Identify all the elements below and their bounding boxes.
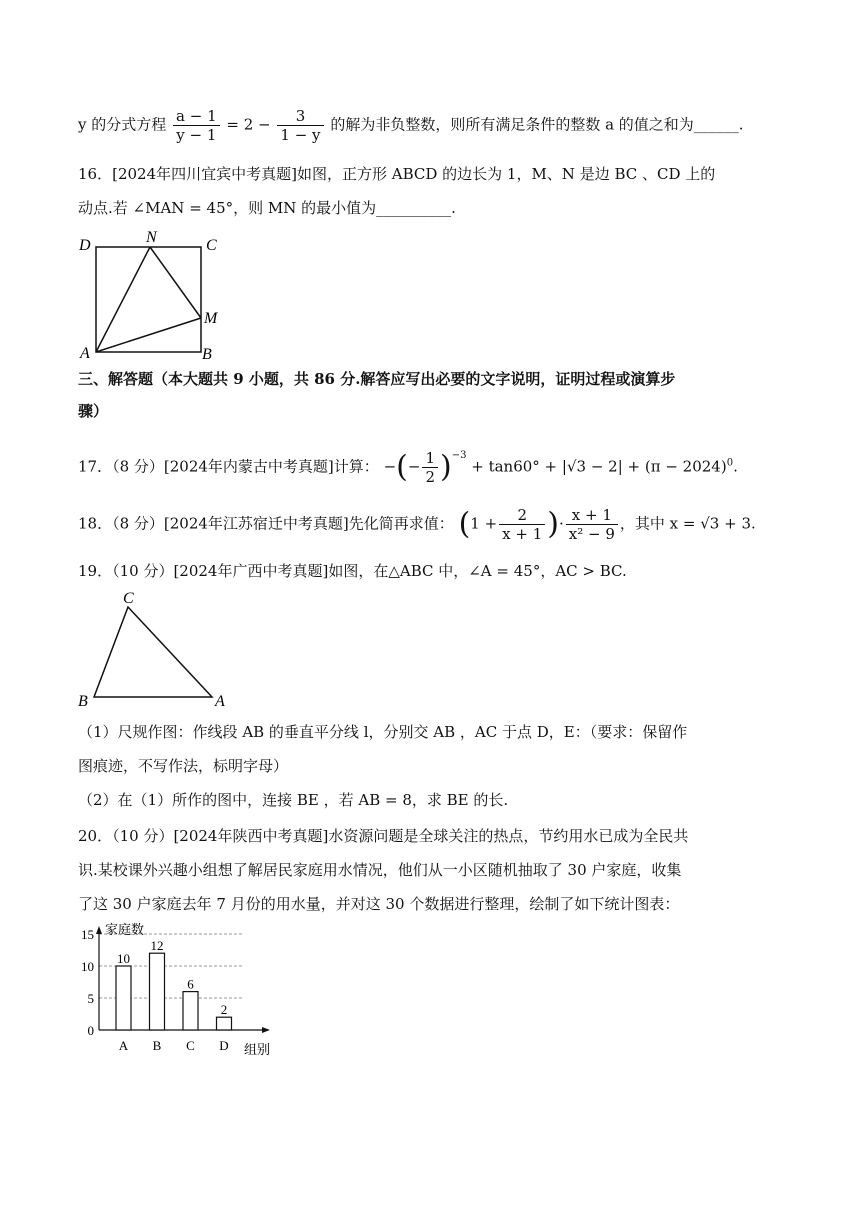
x-tick-label: C	[186, 1038, 195, 1053]
q18-one-plus: 1 +	[470, 514, 498, 533]
bar-C	[183, 992, 198, 1030]
q15-line	[78, 107, 744, 144]
q15-fraction-1	[173, 107, 220, 144]
q20-line-2: 识.某校课外兴趣小组想了解居民家庭用水情况，他们从一小区随机抽取了 30 户家庭，收集	[78, 861, 682, 879]
q18-pre: 18．（8 分）[2024年江苏宿迁中考真题]先化简再求值：	[78, 514, 454, 533]
q18-den2: x² − 9	[568, 525, 615, 543]
q17-exp0: 0	[726, 457, 734, 469]
x-tick-label: A	[118, 1038, 129, 1053]
bar-value-label: 12	[150, 938, 164, 954]
q15-den2: 1 − y	[280, 126, 321, 144]
q17-end: .	[733, 457, 738, 476]
label-c: C	[123, 590, 134, 607]
q18-line	[78, 506, 756, 543]
label-c: C	[206, 237, 217, 254]
y-tick-label: 15	[81, 927, 94, 942]
q15-num2: 3	[277, 107, 323, 126]
q17-close-paren: )	[439, 449, 452, 485]
bar-value-label: 6	[187, 976, 194, 992]
q18-close-paren: )	[547, 506, 559, 542]
q20-line-1: 20．（10 分）[2024年陕西中考真题]水资源问题是全球关注的热点，节约用水已成为全民共	[78, 827, 689, 845]
bar-A	[116, 966, 131, 1030]
label-d: D	[79, 237, 91, 254]
q17-den: 2	[425, 468, 435, 486]
q15-post: 的解为非负整数，则所有满足条件的整数 a 的值之和为______.	[330, 115, 744, 134]
q18-num2: x + 1	[566, 506, 618, 525]
bar-D	[217, 1017, 232, 1030]
q18-open-paren: (	[458, 506, 471, 542]
q18-fraction-2	[566, 506, 618, 543]
q17-fraction	[422, 449, 438, 486]
y-tick-label: 10	[81, 959, 94, 974]
q15-pre: y 的分式方程	[78, 115, 167, 134]
q19-triangle-figure	[74, 590, 244, 710]
label-n: N	[146, 229, 157, 246]
household-bar-chart	[72, 918, 292, 1058]
q19-part1-line-1: （1）尺规作图：作线段 AB 的垂直平分线 l，分别交 AB ，AC 于点 D，E：（要求：保留作	[78, 723, 688, 741]
q17-expr: + tan60° + |√3 − 2| + (π − 2024)	[471, 457, 727, 476]
y-tick-label: 0	[87, 1023, 94, 1038]
y-axis-arrow	[96, 926, 102, 934]
q17-line: 17．（8 分）[2024年内蒙古中考真题]计算： −(− $\frac{1}{2}$ )$^{-3} + \tan 60^\circ + |√3 - 2| + (\pi - 2024)^0$.	[78, 449, 738, 486]
q15-mid: = 2 −	[226, 115, 271, 134]
section3-heading-2: 骤）	[78, 402, 109, 420]
bar-value-label: 10	[117, 951, 130, 966]
q16-line-1: 16．[2024年四川宜宾中考真题]如图，正方形 ABCD 的边长为 1，M、N 是边 BC 、CD 上的	[78, 165, 716, 183]
q19-part2: （2）在（1）所作的图中，连接 BE ，若 AB = 8，求 BE 的长.	[78, 791, 509, 809]
q18-den1: x + 1	[502, 525, 543, 543]
x-tick-label: B	[152, 1038, 162, 1053]
bar-B	[150, 953, 165, 1030]
q20-line-3: 了这 30 户家庭去年 7 月份的用水量，并对这 30 个数据进行整理，绘制了如下统计图表：	[78, 895, 680, 913]
label-a: A	[80, 345, 90, 362]
q18-fraction-1	[499, 506, 545, 543]
q15-num1: a − 1	[173, 107, 220, 126]
label-m: M	[204, 310, 218, 327]
q18-post: ，其中 x = √3 + 3.	[619, 514, 756, 533]
q18-dot: ·	[559, 514, 564, 533]
q17-minus: −	[383, 457, 397, 476]
label-b: B	[78, 693, 88, 710]
x-axis-title: 组别	[244, 1042, 271, 1057]
x-tick-label: D	[219, 1038, 229, 1053]
q15-den1: y − 1	[176, 126, 217, 144]
q18-num1: 2	[499, 506, 545, 525]
bar-value-label: 2	[220, 1002, 228, 1018]
q19-line: 19．（10 分）[2024年广西中考真题]如图，在△ABC 中，∠A = 45°，AC > BC.	[78, 562, 627, 580]
label-a: A	[215, 693, 225, 710]
q17-num: 1	[422, 449, 438, 468]
q15-fraction-2	[277, 107, 323, 144]
y-tick-label: 5	[87, 991, 94, 1006]
x-axis-arrow	[262, 1027, 270, 1033]
q16-square-figure	[76, 228, 236, 363]
q17-exp: −3	[451, 449, 467, 461]
section3-heading-1: 三、解答题（本大题共 9 小题，共 86 分.解答应写出必要的文字说明，证明过程或演算步	[78, 370, 676, 388]
q17-pre: 17．（8 分）[2024年内蒙古中考真题]计算：	[78, 457, 379, 476]
q16-line-2: 动点.若 ∠MAN = 45°，则 MN 的最小值为__________.	[78, 199, 456, 217]
y-axis-title: 家庭数	[105, 922, 145, 937]
q17-open-paren: (	[396, 449, 408, 485]
q19-part1-line-2: 图痕迹，不写作法，标明字母）	[78, 757, 289, 775]
label-b: B	[202, 346, 212, 363]
